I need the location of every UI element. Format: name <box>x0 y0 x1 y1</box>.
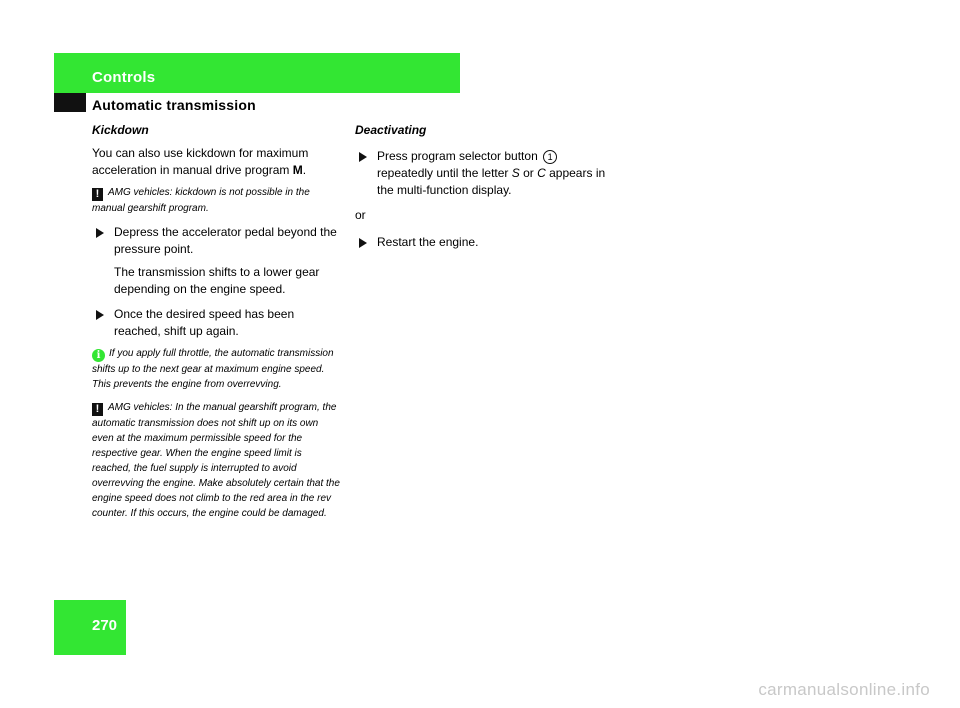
warning-icon: ! <box>92 188 103 201</box>
step-text: Restart the engine. <box>377 235 479 249</box>
warning-note-kickdown <box>92 185 342 216</box>
intro-text: You can also use kickdown for maximum acceleration in manual drive program <box>92 146 309 177</box>
letter-c: C <box>537 166 546 180</box>
info-text: If you apply full throttle, the automatic transmission shifts up to the next gear at maximum engine speed. This prevents the engine from overrevving. <box>92 348 334 390</box>
warning-text: AMG vehicles: kickdown is not possible in the manual gearshift program. <box>92 187 310 214</box>
step-arrow-icon <box>359 152 367 162</box>
step-depress-pedal <box>92 224 342 258</box>
chapter-title: Controls <box>92 69 156 86</box>
left-column <box>92 122 342 529</box>
step-arrow-icon <box>96 228 104 238</box>
page-number: 270 <box>92 617 118 634</box>
step-text-or: or <box>519 166 538 180</box>
info-note-full-throttle <box>92 346 342 392</box>
program-m-label: M <box>292 163 303 177</box>
kickdown-heading: Kickdown <box>92 123 149 137</box>
warning-text: AMG vehicles: In the manual gearshift program, the automatic transmission does not shift up on its own even at the maximum permissible speed for the respective gear. When the engine speed limit is reached, the fuel supply is interrupted to avoid overrevving the engine. Make absolutely certain that the engine speed does not climb to the red area in the rev counter. If this occurs, the engine could be damaged. <box>92 402 340 519</box>
warning-note-amg <box>92 400 342 521</box>
right-column <box>355 122 610 257</box>
step-arrow-icon <box>359 238 367 248</box>
step-result: The transmission shifts to a lower gear depending on the engine speed. <box>114 265 320 296</box>
step-press-selector <box>355 148 610 199</box>
step-text: Depress the accelerator pedal beyond the pressure point. <box>114 225 337 256</box>
or-separator: or <box>355 208 366 222</box>
step-text: Press program selector button <box>377 149 542 163</box>
watermark: carmanualsonline.info <box>758 680 930 699</box>
step-text-cont: repeatedly until the letter <box>377 166 512 180</box>
letter-s: S <box>511 166 520 180</box>
deactivating-heading: Deactivating <box>355 123 427 137</box>
callout-number-icon: 1 <box>543 150 557 164</box>
info-icon: i <box>92 349 105 362</box>
section-tab-marker <box>54 93 86 112</box>
step-shift-up <box>92 306 342 340</box>
kickdown-intro <box>92 145 342 179</box>
step-text: Once the desired speed has been reached, shift up again. <box>114 307 295 338</box>
step-text-end: appears in the multi-function display. <box>377 166 606 197</box>
warning-icon: ! <box>92 403 103 416</box>
step-arrow-icon <box>96 310 104 320</box>
intro-period: . <box>302 163 307 177</box>
section-title: Automatic transmission <box>92 97 256 113</box>
step-restart-engine <box>355 234 610 251</box>
